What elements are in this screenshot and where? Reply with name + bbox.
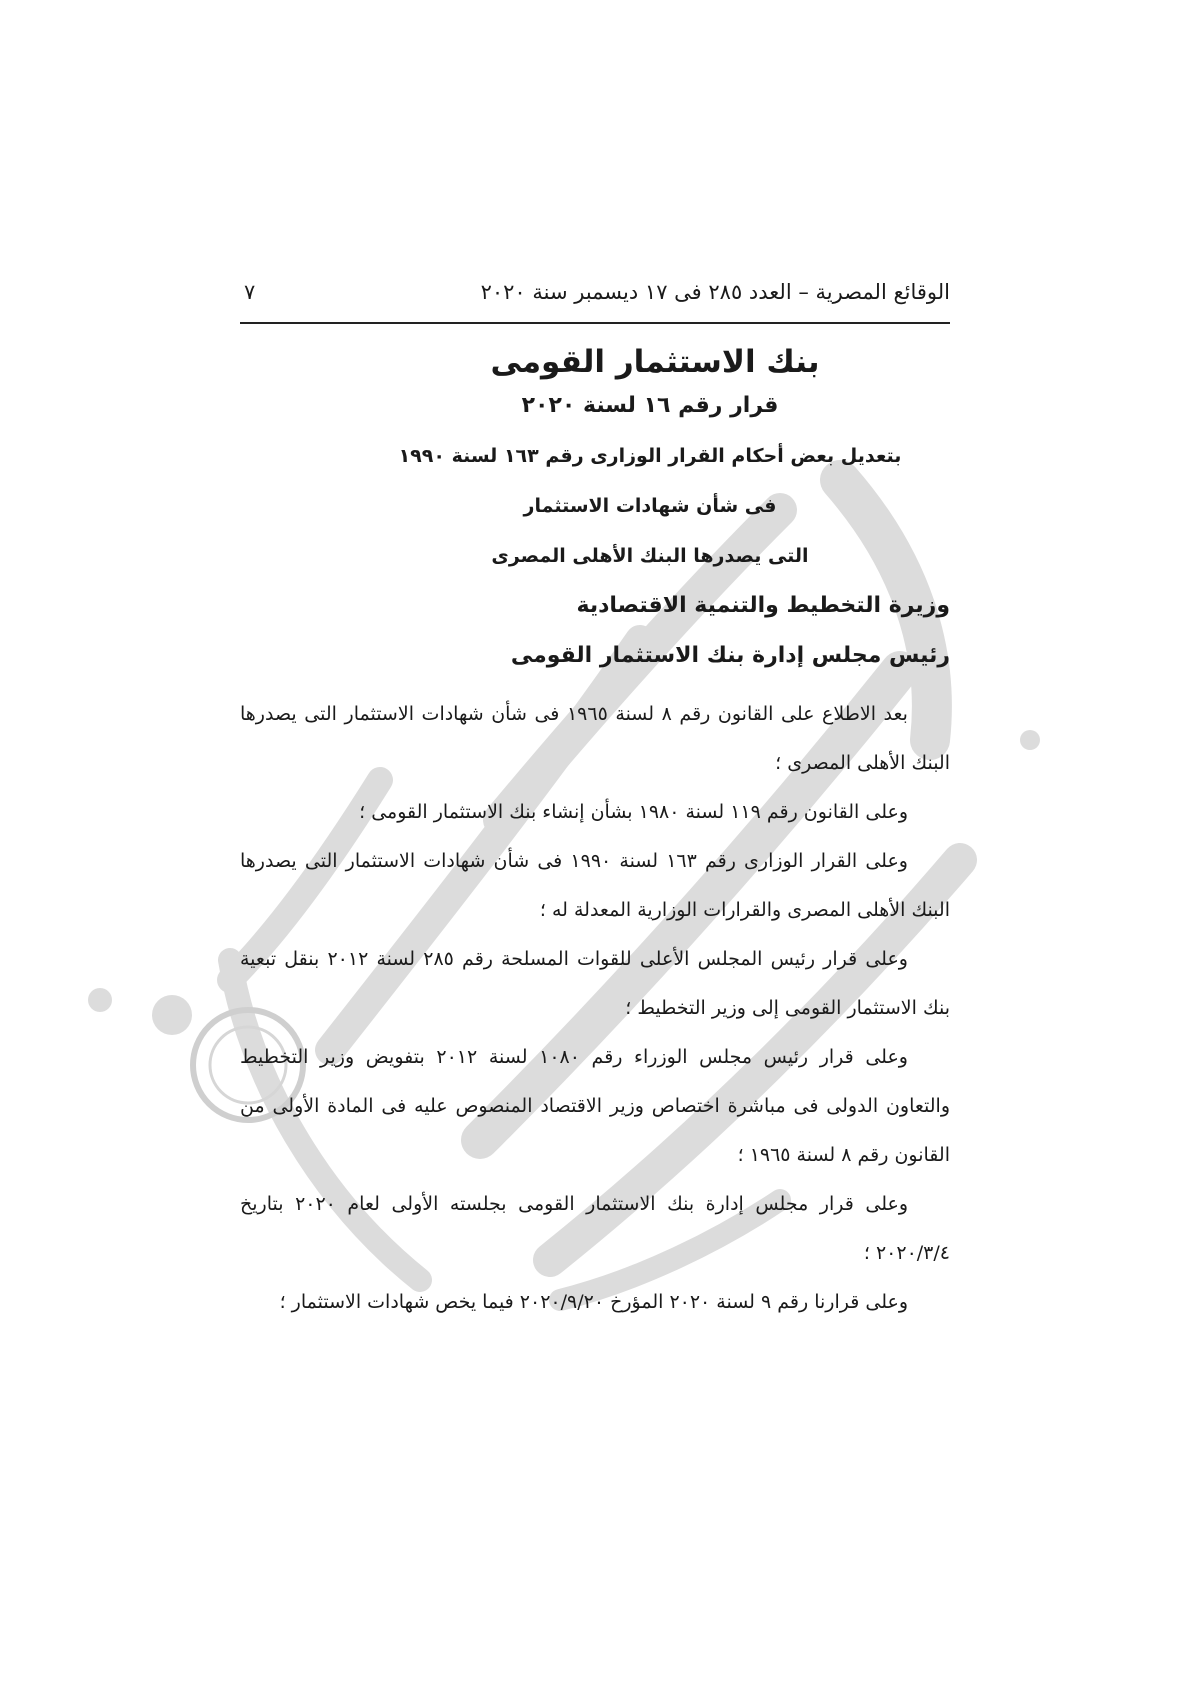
- preamble-paragraph: وعلى القانون رقم ١١٩ لسنة ١٩٨٠ بشأن إنشاء بنك الاستثمار القومى ؛: [359, 801, 908, 823]
- ministry-heading: وزيرة التخطيط والتنمية الاقتصادية: [576, 593, 950, 618]
- preamble-paragraph: بعد الاطلاع على القانون رقم ٨ لسنة ١٩٦٥ فى شأن شهادات الاستثمار التى يصدرها البنك الأهلى المصرى ؛: [240, 703, 950, 774]
- page-number: ٧: [244, 280, 256, 304]
- gazette-header-title: الوقائع المصرية – العدد ٢٨٥ فى ١٧ ديسمبر سنة ٢٠٢٠: [480, 280, 950, 304]
- decision-number: قرار رقم ١٦ لسنة ٢٠٢٠: [521, 393, 779, 418]
- subtitle-line: التى يصدرها البنك الأهلى المصرى: [491, 545, 809, 567]
- preamble-paragraph: وعلى قرار رئيس المجلس الأعلى للقوات المسلحة رقم ٢٨٥ لسنة ٢٠١٢ بنقل تبعية بنك الاستثمار القومى إلى وزير التخطيط ؛: [240, 948, 950, 1019]
- chair-heading: رئيس مجلس إدارة بنك الاستثمار القومى: [510, 643, 950, 668]
- decision-body: [240, 340, 950, 1327]
- preamble-paragraph: وعلى قرار مجلس إدارة بنك الاستثمار القومى بجلسته الأولى لعام ٢٠٢٠ بتاريخ ٢٠٢٠/٣/٤ ؛: [240, 1193, 950, 1264]
- gazette-header: [240, 276, 950, 312]
- subtitle-line: فى شأن شهادات الاستثمار: [523, 495, 777, 517]
- preamble-paragraph: وعلى قرار رئيس مجلس الوزراء رقم ١٠٨٠ لسنة ٢٠١٢ بتفويض وزير التخطيط والتعاون الدولى فى مباشرة اختصاص وزير الاقتصاد المنصوص عليه فى المادة الأولى من القانون رقم ٨ لسنة ١٩٦٥ ؛: [240, 1046, 950, 1166]
- preamble-paragraph: وعلى القرار الوزارى رقم ١٦٣ لسنة ١٩٩٠ فى شأن شهادات الاستثمار التى يصدرها البنك الأهلى المصرى والقرارات الوزارية المعدلة له ؛: [240, 850, 950, 921]
- header-divider: [240, 322, 950, 324]
- preamble-paragraph: وعلى قرارنا رقم ٩ لسنة ٢٠٢٠ المؤرخ ٢٠٢٠/٩/٢٠ فيما يخص شهادات الاستثمار ؛: [279, 1291, 908, 1313]
- subtitle-line: بتعديل بعض أحكام القرار الوزارى رقم ١٦٣ لسنة ١٩٩٠: [398, 445, 902, 467]
- issuer-title: بنك الاستثمار القومى: [490, 344, 820, 380]
